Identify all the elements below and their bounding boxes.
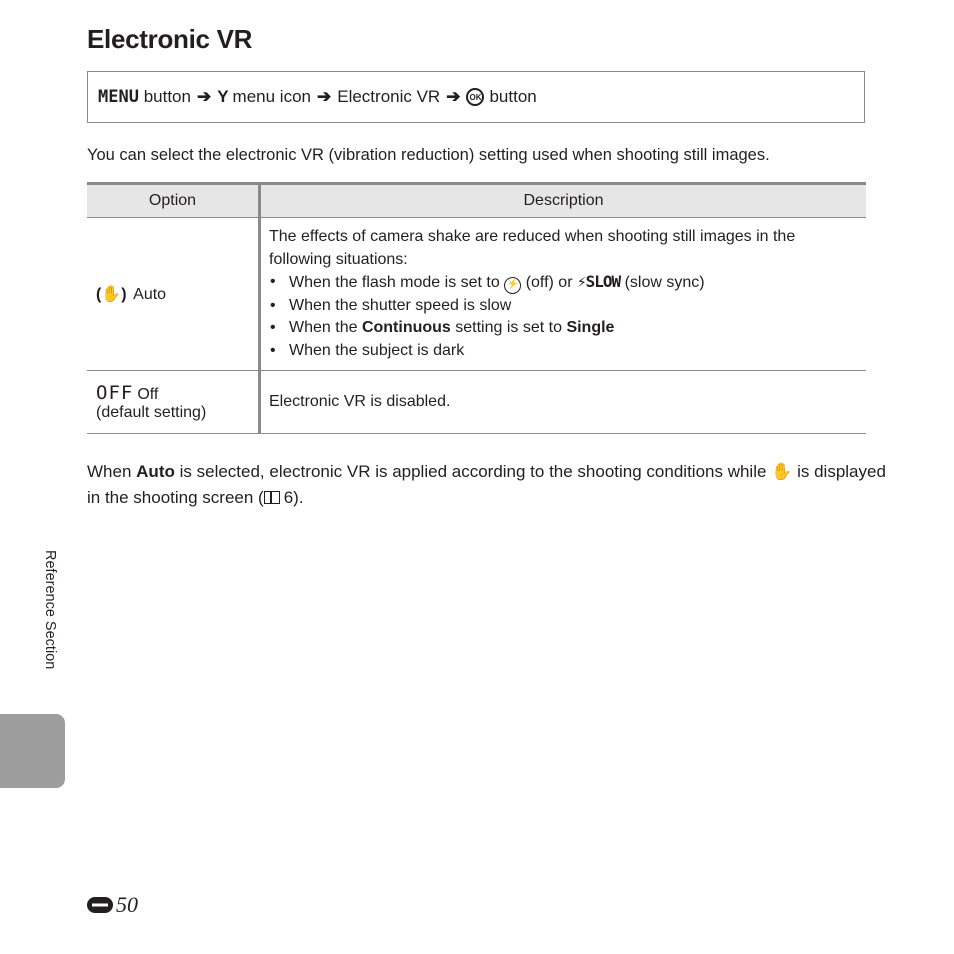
bullet-text: (off) or [525,274,573,291]
footer-paragraph [87,459,887,511]
table-row [87,371,866,434]
table-row [87,218,866,371]
option-cell-off [87,371,260,434]
arrow-icon: ➔ [446,87,461,106]
menu-button-label: button [143,87,191,106]
vr-indicator-icon: ✋ [771,462,793,481]
off-icon: OFF [96,382,134,404]
ok-button-icon: OK [466,88,484,106]
intro-paragraph: You can select the electronic VR (vibration reduction) setting used when shooting still images. [87,146,770,164]
list-item [289,317,856,340]
bullet-text: When the [289,319,358,336]
list-item [289,271,856,295]
situation-list [269,271,856,362]
setup-menu-label: menu icon [232,87,311,106]
table-header-row [87,184,866,218]
arrow-icon: ➔ [316,87,332,106]
reference-e-icon [86,895,114,915]
header-description: Description [260,184,867,218]
option-cell-auto [87,218,260,371]
header-option: Option [87,184,260,218]
list-item: • When the subject is dark [289,340,856,363]
menu-path-box [87,71,865,123]
setup-menu-icon: Y [217,87,229,106]
section-side-label: Reference Section [42,550,58,670]
option-label: Off [137,386,159,403]
setting-name: Continuous [361,319,451,336]
book-reference-icon [264,491,280,504]
bullet-text: (slow sync) [624,274,705,291]
description-lead: The effects of camera shake are reduced when shooting still images in the following situations: [269,228,796,268]
page-number [86,892,138,918]
setting-value: Single [566,319,615,336]
footer-text: When [87,462,132,481]
footer-bold: Auto [136,462,175,481]
page-title: Electronic VR [87,24,253,54]
description-cell-off: Electronic VR is disabled. [260,371,867,434]
flash-off-icon: ⚡ [504,277,521,294]
page-reference: 6). [283,488,304,507]
ok-button-label: button [489,87,537,106]
bullet-text: When the flash mode is set to [289,274,500,291]
footer-text: is selected, electronic VR is applied according to the shooting conditions while [179,462,767,481]
default-setting-note: (default setting) [96,404,207,421]
bullet-text: setting is set to [455,319,562,336]
arrow-icon: ➔ [196,87,212,106]
slow-sync-icon: ⚡SLOW [576,272,621,291]
section-tab [0,714,65,788]
option-label: Auto [133,286,167,303]
page-number-text: 50 [116,892,138,917]
list-item: • When the shutter speed is slow [289,295,856,318]
vibration-reduction-icon: (✋) [96,286,127,303]
menu-item-label: Electronic VR [337,87,441,106]
footer-text: is displayed in the shooting screen ( [87,462,886,507]
menu-button-icon: MENU [98,87,139,107]
description-cell-auto [260,218,867,371]
options-table [87,182,866,434]
